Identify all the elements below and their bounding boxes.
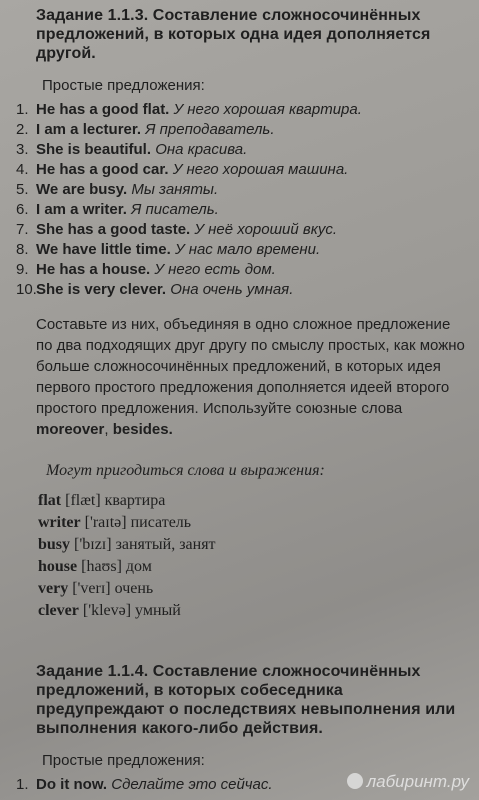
vocabulary-list	[36, 490, 467, 622]
english-sentence: She is very clever.	[36, 281, 167, 298]
vocab-item	[38, 600, 467, 622]
vocab-word: clever	[38, 602, 79, 619]
list-item	[16, 100, 467, 120]
vocab-item	[38, 512, 467, 534]
english-sentence: She has a good taste.	[36, 221, 191, 238]
item-number: 10.	[16, 281, 37, 298]
task-title: Задание 1.1.3. Составление сложносочинённых предложений, в которых одна идея дополняется другой.	[36, 7, 431, 62]
item-number: 5.	[16, 181, 29, 198]
vocab-translation: [haʊs] дом	[81, 558, 152, 575]
russian-translation: У него есть дом.	[154, 261, 276, 278]
russian-translation: У неё хороший вкус.	[194, 221, 337, 238]
keyword-separator: ,	[104, 421, 113, 438]
russian-translation: У нас мало времени.	[174, 241, 321, 258]
russian-translation: У него хорошая машина.	[172, 161, 349, 178]
list-item	[16, 120, 467, 140]
instruction-paragraph	[36, 314, 467, 440]
list-item	[16, 140, 467, 160]
sentence-list	[16, 100, 467, 300]
russian-translation: Она красива.	[155, 141, 248, 158]
vocab-word: writer	[38, 514, 81, 531]
item-number: 9.	[16, 261, 29, 278]
list-item	[16, 260, 467, 280]
item-number: 8.	[16, 241, 29, 258]
item-number: 1.	[16, 776, 29, 793]
russian-translation: Сделайте это сейчас.	[111, 776, 273, 793]
labirint-logo-icon	[347, 773, 363, 789]
vocabulary-heading: Могут пригодиться слова и выражения:	[46, 462, 325, 479]
vocab-item	[38, 490, 467, 512]
english-sentence: I am a lecturer.	[36, 121, 142, 138]
vocab-translation: ['klevə] умный	[82, 602, 181, 619]
english-sentence: He has a good flat.	[36, 101, 170, 118]
list-item	[16, 220, 467, 240]
simple-sentences-label: Простые предложения:	[42, 77, 205, 94]
list-item	[16, 160, 467, 180]
item-number: 2.	[16, 121, 29, 138]
vocab-word: flat	[38, 492, 62, 509]
russian-translation: У него хорошая квартира.	[173, 101, 362, 118]
vocab-word: busy	[38, 536, 71, 553]
english-sentence: We are busy.	[36, 181, 128, 198]
list-item	[16, 240, 467, 260]
english-sentence: He has a good car.	[36, 161, 169, 178]
vocab-item	[38, 556, 467, 578]
task-title: Задание 1.1.4. Составление сложносочинённых предложений, в которых собеседника предупреждают о последствиях невыполнения или выполнения какого-либо действия.	[36, 663, 456, 737]
vocab-word: house	[38, 558, 78, 575]
vocab-item	[38, 578, 467, 600]
instruction-text: Составьте из них, объединяя в одно сложное предложение по два подходящих друг другу по смыслу простых, как можно больше сложносочинённых предложений, в которых идея первого простого предложения дополняется идеей второго простого предложения. Используйте союзные слова	[36, 316, 465, 417]
vocab-translation: [flæt] квартира	[65, 492, 166, 509]
item-number: 6.	[16, 201, 29, 218]
english-sentence: I am a writer.	[36, 201, 127, 218]
vocab-translation: ['verɪ] очень	[72, 580, 154, 597]
vocab-word: very	[38, 580, 69, 597]
item-number: 4.	[16, 161, 29, 178]
list-item	[16, 180, 467, 200]
english-sentence: She is beautiful.	[36, 141, 152, 158]
english-sentence: We have little time.	[36, 241, 171, 258]
vocab-translation: ['raɪtə] писатель	[84, 514, 192, 531]
watermark-text: лабиринт.ру	[366, 772, 469, 791]
keyword-moreover: moreover	[36, 421, 105, 438]
vocab-translation: ['bɪzɪ] занятый, занят	[74, 536, 216, 553]
item-number: 7.	[16, 221, 29, 238]
russian-translation: Мы заняты.	[131, 181, 219, 198]
english-sentence: Do it now.	[36, 776, 108, 793]
english-sentence: He has a house.	[36, 261, 151, 278]
item-number: 3.	[16, 141, 29, 158]
russian-translation: Я преподаватель.	[145, 121, 275, 138]
russian-translation: Она очень умная.	[170, 281, 294, 298]
russian-translation: Я писатель.	[131, 201, 219, 218]
simple-sentences-label: Простые предложения:	[42, 752, 205, 769]
list-item	[16, 280, 467, 300]
item-number: 1.	[16, 101, 29, 118]
labirint-watermark	[347, 772, 469, 792]
list-item	[16, 200, 467, 220]
keyword-besides: besides.	[112, 421, 173, 438]
vocab-item	[38, 534, 467, 556]
